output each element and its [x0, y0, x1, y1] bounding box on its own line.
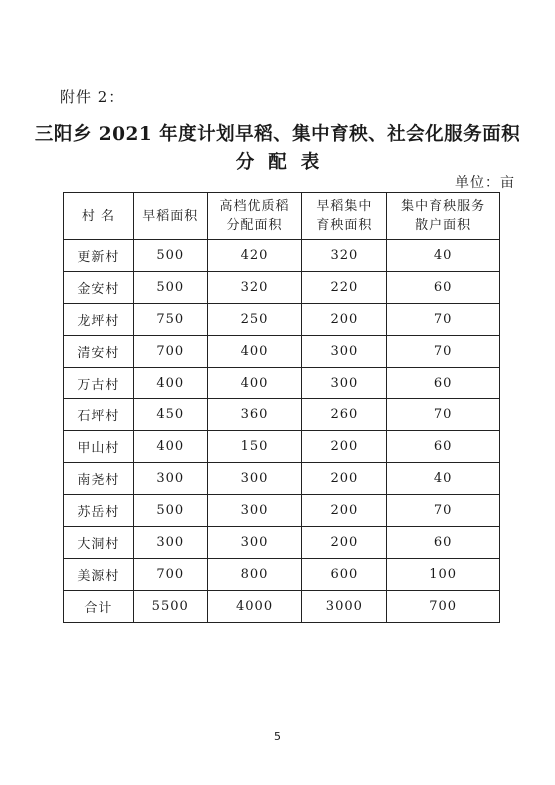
- header-premium-rice-area: 高档优质稻 分配面积: [207, 193, 302, 240]
- cell-smallholder: 700: [387, 590, 500, 622]
- cell-village: 清安村: [64, 335, 134, 367]
- cell-seedling: 600: [302, 558, 387, 590]
- allocation-table: [63, 192, 500, 623]
- cell-seedling: 300: [302, 335, 387, 367]
- table-row: [64, 271, 500, 303]
- cell-early-rice: 450: [133, 399, 207, 431]
- unit-label: 单位：亩: [455, 175, 515, 191]
- cell-early-rice: 300: [133, 463, 207, 495]
- cell-village: 美源村: [64, 558, 134, 590]
- cell-smallholder: 60: [387, 527, 500, 559]
- cell-premium-rice: 420: [207, 240, 302, 272]
- cell-smallholder: 60: [387, 271, 500, 303]
- cell-premium-rice: 300: [207, 463, 302, 495]
- table-row: [64, 527, 500, 559]
- document-title-line1: 三阳乡 2021 年度计划早稻、集中育秧、社会化服务面积: [34, 124, 521, 145]
- cell-seedling: 3000: [302, 590, 387, 622]
- table-row: [64, 335, 500, 367]
- cell-seedling: 200: [302, 303, 387, 335]
- table-row: [64, 367, 500, 399]
- cell-premium-rice: 300: [207, 527, 302, 559]
- cell-seedling: 320: [302, 240, 387, 272]
- cell-village: 更新村: [64, 240, 134, 272]
- cell-village: 合计: [64, 590, 134, 622]
- cell-premium-rice: 400: [207, 367, 302, 399]
- cell-smallholder: 70: [387, 399, 500, 431]
- table-row: [64, 463, 500, 495]
- cell-seedling: 220: [302, 271, 387, 303]
- cell-smallholder: 60: [387, 431, 500, 463]
- cell-early-rice: 400: [133, 367, 207, 399]
- cell-premium-rice: 360: [207, 399, 302, 431]
- header-early-rice-area: 早稻面积: [133, 193, 207, 240]
- cell-seedling: 200: [302, 431, 387, 463]
- cell-smallholder: 100: [387, 558, 500, 590]
- table-row: [64, 495, 500, 527]
- header-smallholder-service-area: 集中育秧服务 散户面积: [387, 193, 500, 240]
- cell-village: 金安村: [64, 271, 134, 303]
- cell-smallholder: 70: [387, 335, 500, 367]
- cell-premium-rice: 400: [207, 335, 302, 367]
- cell-early-rice: 500: [133, 240, 207, 272]
- table-body: [64, 240, 500, 623]
- cell-seedling: 260: [302, 399, 387, 431]
- table-row: [64, 303, 500, 335]
- cell-village: 南尧村: [64, 463, 134, 495]
- cell-early-rice: 400: [133, 431, 207, 463]
- cell-premium-rice: 300: [207, 495, 302, 527]
- cell-seedling: 300: [302, 367, 387, 399]
- cell-early-rice: 750: [133, 303, 207, 335]
- table-row: [64, 399, 500, 431]
- cell-village: 苏岳村: [64, 495, 134, 527]
- attachment-label: 附件 2：: [60, 88, 125, 106]
- header-centralized-seedling-area: 早稻集中 育秧面积: [302, 193, 387, 240]
- table-row: [64, 240, 500, 272]
- cell-smallholder: 40: [387, 463, 500, 495]
- cell-village: 石坪村: [64, 399, 134, 431]
- table-row: [64, 558, 500, 590]
- cell-premium-rice: 4000: [207, 590, 302, 622]
- cell-premium-rice: 800: [207, 558, 302, 590]
- table-row-total: [64, 590, 500, 622]
- cell-village: 万古村: [64, 367, 134, 399]
- cell-early-rice: 500: [133, 271, 207, 303]
- cell-early-rice: 300: [133, 527, 207, 559]
- cell-seedling: 200: [302, 527, 387, 559]
- cell-premium-rice: 250: [207, 303, 302, 335]
- document-title-line2: 分配表: [235, 152, 334, 173]
- cell-smallholder: 40: [387, 240, 500, 272]
- cell-early-rice: 700: [133, 558, 207, 590]
- cell-village: 大洞村: [64, 527, 134, 559]
- cell-village: 龙坪村: [64, 303, 134, 335]
- cell-smallholder: 70: [387, 303, 500, 335]
- cell-early-rice: 5500: [133, 590, 207, 622]
- cell-smallholder: 60: [387, 367, 500, 399]
- cell-smallholder: 70: [387, 495, 500, 527]
- header-row: [64, 193, 500, 240]
- cell-seedling: 200: [302, 495, 387, 527]
- header-village-name: 村 名: [64, 193, 134, 240]
- page-number: 5: [274, 730, 281, 743]
- table-row: [64, 431, 500, 463]
- cell-early-rice: 700: [133, 335, 207, 367]
- cell-early-rice: 500: [133, 495, 207, 527]
- cell-premium-rice: 150: [207, 431, 302, 463]
- cell-premium-rice: 320: [207, 271, 302, 303]
- table-header: [64, 193, 500, 240]
- cell-seedling: 200: [302, 463, 387, 495]
- cell-village: 甲山村: [64, 431, 134, 463]
